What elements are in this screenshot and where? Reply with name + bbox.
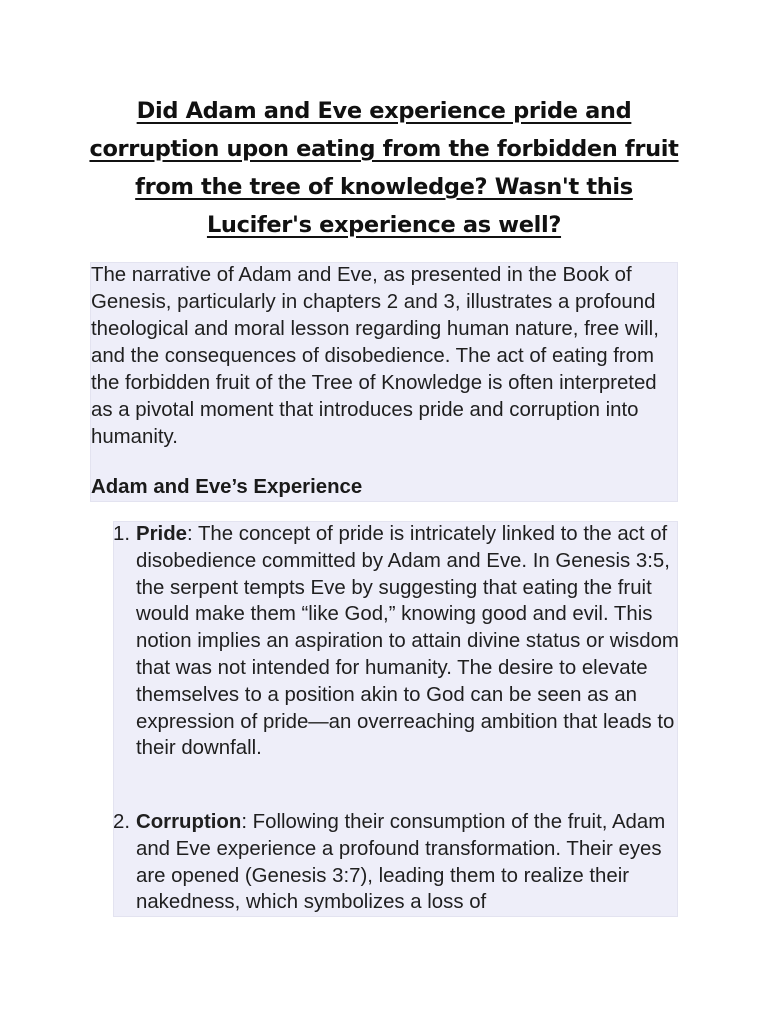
list-item-text: : Following their consumption of the fruit, Adam and Eve experience a profound transformation. Their eyes are opened (Genesis 3:7), leading them to realize their nakedness, which symbolizes a loss of	[136, 811, 666, 914]
list-item-term: Pride	[136, 523, 187, 545]
list-item-body	[136, 521, 681, 762]
list-item-text: : The concept of pride is intricately linked to the act of disobedience committed by Adam and Eve. In Genesis 3:5, the serpent tempts Eve by suggesting that eating the fruit would make them “like God,” knowing good and evil. This notion implies an aspiration to attain divine status or wisdom that was not intended for humanity. The desire to elevate themselves to a position akin to God can be seen as an expression of pride—an overreaching ambition that leads to their downfall.	[136, 523, 679, 760]
intro-paragraph: The narrative of Adam and Eve, as presented in the Book of Genesis, particularly in chapters 2 and 3, illustrates a profound theological and moral lesson regarding human nature, free will, and the consequences of disobedience. The act of eating from the forbidden fruit of the Tree of Knowledge is often interpreted as a pivotal moment that introduces pride and corruption into humanity.	[91, 264, 659, 448]
section-heading: Adam and Eve’s Experience	[91, 476, 363, 498]
list-item-number: 1.	[113, 523, 131, 545]
list-item-body	[136, 809, 681, 917]
document-title: Did Adam and Eve experience pride and corruption upon eating from the forbidden fruit from the tree of knowledge? Wasn't this Lucifer's experience as well?	[89, 98, 679, 238]
list-item-number: 2.	[113, 811, 131, 833]
list-item-term: Corruption	[136, 811, 242, 833]
